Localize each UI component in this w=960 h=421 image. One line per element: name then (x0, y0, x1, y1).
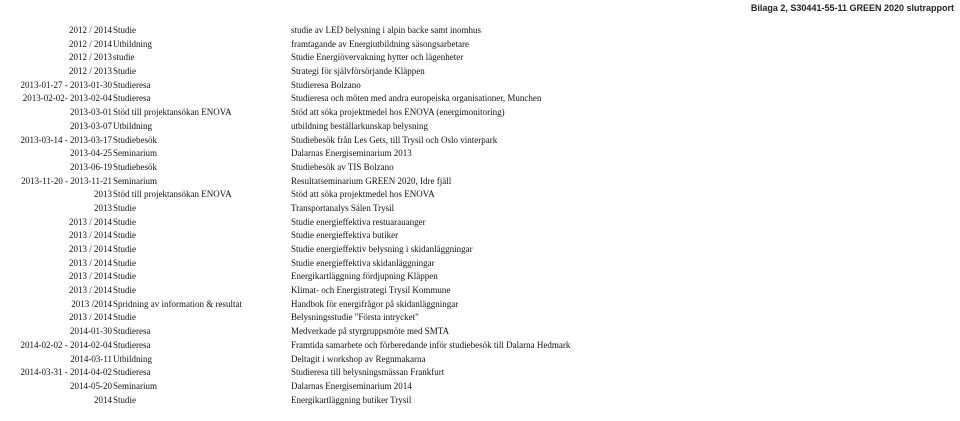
row-date: 2013 / 2014 (68, 257, 112, 268)
row-date: 2012 / 2014 (68, 38, 112, 49)
row-date: 2012 / 2013 (68, 52, 112, 63)
list-item (0, 366, 960, 380)
row-type: Studie (113, 216, 137, 227)
row-type: Utbildning (113, 38, 153, 49)
list-item (0, 216, 960, 230)
row-description: utbildning beställarkunskap belysning (291, 120, 428, 131)
row-type: Studieresa (113, 339, 151, 350)
row-description: Medverkade på styrgruppsmöte med SMTA (291, 326, 450, 337)
row-type: Studiebesök (113, 161, 157, 172)
list-item (0, 92, 960, 106)
list-item (0, 161, 960, 175)
row-description: Studie Energiövervakning hytter och lägenheter (291, 52, 464, 63)
row-type: Studie (113, 244, 137, 254)
row-date: 2013-02-02- 2013-02-04 (22, 93, 112, 104)
list-item (0, 229, 960, 243)
row-description: studie av LED belysning i alpin backe samt inomhus (291, 25, 481, 35)
row-date: 2013 / 2014 (68, 230, 112, 241)
list-item (0, 257, 960, 271)
row-date: 2014-01-30 (70, 326, 112, 337)
row-description: Studieresa och möten med andra europeiska organisationer, Munchen (291, 93, 542, 104)
row-date: 2013-01-27 - 2013-01-30 (20, 79, 112, 90)
list-item (0, 353, 960, 367)
row-type: Seminarium (113, 148, 157, 159)
row-type: Stöd till projektansökan ENOVA (113, 107, 232, 118)
list-item (0, 380, 960, 394)
row-date: 2013 / 2014 (68, 244, 112, 254)
row-description: Belysningsstudie "Första intrycket" (291, 312, 419, 323)
list-item (0, 339, 960, 353)
list-item (0, 24, 960, 38)
row-description: Stöd att söka projektmedel hos ENOVA (291, 189, 435, 200)
row-date: 2012 / 2013 (68, 66, 112, 77)
row-date: 2014-05-20 (70, 380, 112, 391)
row-date: 2013 / 2014 (68, 285, 112, 296)
row-date: 2013 (94, 189, 112, 200)
row-type: Utbildning (113, 353, 153, 364)
row-description: framtagande av Energiutbildning säsongsarbetare (291, 38, 470, 49)
row-date: 2014-03-11 (70, 353, 112, 364)
row-description: Studie energieffektiva skidanläggningar (291, 257, 435, 268)
row-type: Spridning av information & resultat (113, 298, 242, 309)
list-item (0, 175, 960, 189)
row-description: Studieresa till belysningsmässan Frankfurt (291, 367, 445, 378)
list-item (0, 51, 960, 65)
row-description: Energikartläggning fördjupning Kläppen (291, 271, 438, 282)
row-description: Strategi för självförsörjande Kläppen (291, 66, 425, 77)
row-type: Stöd till projektansökan ENOVA (113, 189, 232, 200)
row-type: Studie (113, 312, 137, 323)
row-description: Dalarnas Energiseminarium 2013 (291, 148, 412, 159)
row-type: Studie (113, 230, 137, 241)
list-item (0, 38, 960, 52)
row-type: Studie (113, 257, 137, 268)
row-description: Handbok för energifrågor på skidanläggningar (291, 298, 459, 309)
row-description: Framtida samarbete och förberedande inför studiebesök till Dalarna Hedmark (291, 339, 571, 350)
row-date: 2013 / 2014 (68, 271, 112, 282)
row-type: Seminarium (113, 380, 157, 391)
list-item (0, 79, 960, 93)
list-item (0, 147, 960, 161)
row-type: Utbildning (113, 120, 153, 131)
row-date: 2013-03-14 - 2013-03-17 (20, 134, 112, 145)
list-item (0, 243, 960, 257)
list-item (0, 311, 960, 325)
row-type: Studie (113, 271, 137, 282)
activity-list (0, 24, 960, 407)
row-description: Resultatseminarium GREEN 2020, Idre fjäll (291, 175, 452, 186)
row-description: Studieresa Bolzano (291, 79, 361, 90)
row-description: Studiebesök från Les Gets, till Trysil och Oslo vinterpark (291, 134, 498, 145)
row-type: Studieresa (113, 93, 151, 104)
row-description: Deltagit i workshop av Regnmakarna (291, 353, 426, 364)
row-type: Studie (113, 202, 137, 213)
row-type: Studie (113, 285, 137, 296)
list-item (0, 106, 960, 120)
row-date: 2013-04-25 (70, 148, 112, 159)
row-type: Studie (113, 394, 137, 405)
row-description: Studie energieffektiva restuarauanger (291, 216, 426, 227)
row-type: studie (113, 52, 135, 63)
list-item (0, 394, 960, 408)
row-date: 2013 / 2014 (68, 312, 112, 323)
row-type: Studieresa (113, 79, 151, 90)
list-item (0, 325, 960, 339)
row-date: 2014-02-02 - 2014-02-04 (20, 339, 112, 350)
row-type: Studieresa (113, 367, 151, 378)
row-description: Studie energieffektiva butiker (291, 230, 399, 241)
list-item (0, 202, 960, 216)
row-date: 2014-03-31 - 2014-04-02 (20, 367, 112, 378)
row-date: 2013 /2014 (71, 298, 112, 309)
row-description: Studiebesök av TIS Bolzano (291, 161, 394, 172)
row-description: Energikartläggning butiker Trysil (291, 394, 412, 405)
row-description: Stöd att söka projektmedel hos ENOVA (energimonitoring) (291, 107, 505, 118)
row-date: 2013-03-07 (70, 120, 112, 131)
list-item (0, 188, 960, 202)
row-type: Studieresa (113, 326, 151, 337)
row-description: Dalarnas Energiseminarium 2014 (291, 380, 412, 391)
row-type: Studie (113, 25, 137, 35)
list-item (0, 270, 960, 284)
row-date: 2013 / 2014 (68, 216, 112, 227)
list-item (0, 134, 960, 148)
row-date: 2012 / 2014 (68, 25, 112, 35)
list-item (0, 120, 960, 134)
row-description: Transportanalys Sälen Trysil (291, 202, 395, 213)
list-item (0, 298, 960, 312)
row-type: Seminarium (113, 175, 157, 186)
list-item (0, 284, 960, 298)
list-item (0, 65, 960, 79)
row-date: 2013-03-01 (70, 107, 112, 118)
document-header: Bilaga 2, S30441-55-11 GREEN 2020 slutrapport (750, 3, 954, 13)
row-date: 2014 (94, 394, 112, 405)
row-description: Studie energieffektiv belysning i skidanläggningar (291, 244, 473, 254)
row-date: 2013 (94, 202, 112, 213)
row-description: Klimat- och Energistrategi Trysil Kommune (291, 285, 451, 296)
row-type: Studiebesök (113, 134, 157, 145)
row-type: Studie (113, 66, 137, 77)
row-date: 2013-06-19 (70, 161, 112, 172)
row-date: 2013-11-20 - 2013-11-21 (21, 175, 112, 186)
